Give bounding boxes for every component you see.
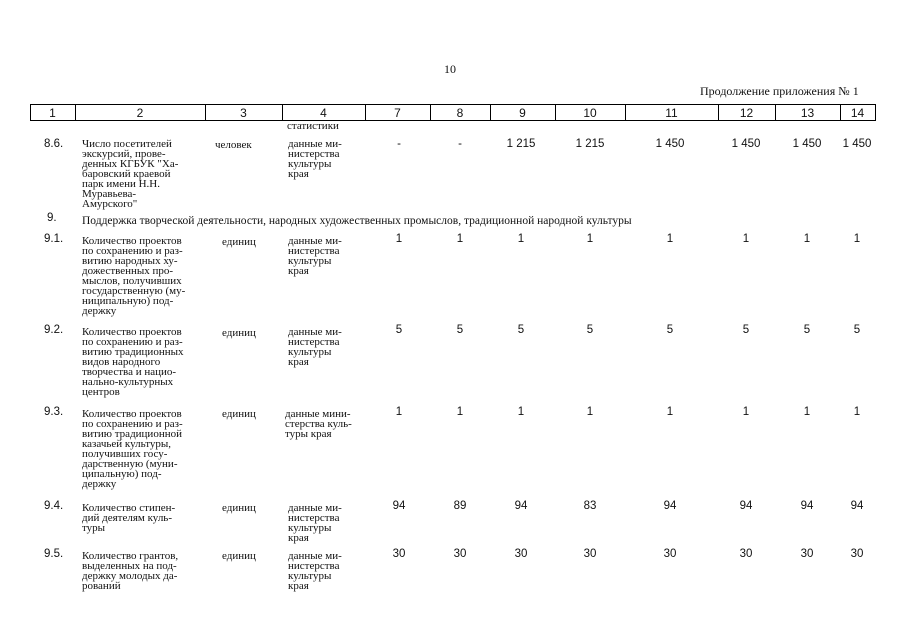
value-col-14: 1 [853,406,861,418]
header-col-13: 13 [800,106,815,120]
row-indicator-name: Количество проектов по сохранению и раз- витию традиционной казачьей культуры, получивших госу- дарственную (муни- ципальную) под- держку [82,408,183,490]
value-col-12: 94 [739,500,753,512]
header-col-10: 10 [583,106,597,120]
value-col-10: 1 215 [575,138,605,150]
value-col-13: 1 [803,233,811,245]
value-col-9: 30 [514,548,528,560]
value-col-13: 1 450 [792,138,822,150]
value-col-14: 1 [853,233,861,245]
value-col-13: 94 [800,500,814,512]
header-col-11: 11 [665,106,678,120]
row-indicator-name: Число посетителей экскурсий, прове- денных КГБУК "Ха- баровский краевой парк имени Н.Н. Муравьева- Амурского" [82,138,179,210]
row-unit: единиц [222,550,256,562]
value-col-14: 94 [850,500,864,512]
value-col-8: 30 [453,548,467,560]
value-col-9: 5 [517,324,525,336]
row-number: 9.4. [44,500,64,512]
row-number: 9.3. [44,406,64,418]
row-source: данные ми- нистерства культуры края [288,235,342,277]
value-col-7: 1 [395,406,403,418]
value-col-8: 1 [456,233,464,245]
row-source: данные ми- нистерства культуры края [288,138,342,180]
header-col-7: 7 [394,106,401,120]
row-unit: единиц [222,236,256,248]
header-col-3: 3 [240,106,247,120]
section-number: 9. [47,212,57,224]
value-col-12: 1 [742,406,750,418]
header-col-8: 8 [456,106,464,120]
value-col-8: - [458,138,462,150]
value-col-12: 1 [742,233,750,245]
row-source: данные ми- нистерства культуры края [288,326,342,368]
value-col-8: 89 [453,500,467,512]
header-col-2: 2 [136,106,144,120]
value-col-7: 5 [395,324,403,336]
row-number: 9.5. [44,548,64,560]
value-col-7: - [397,138,401,150]
row-unit: единиц [222,502,256,514]
value-col-11: 1 [666,406,674,418]
header-col-9: 9 [519,106,526,120]
row-indicator-name: Количество проектов по сохранению и раз- витию народных ху- дожественных про- мыслов, получивших государственную (му- ниципальную) под- держку [82,235,186,317]
value-col-9: 1 [517,406,525,418]
value-col-10: 30 [583,548,597,560]
value-col-8: 1 [456,406,464,418]
value-col-9: 1 [517,233,525,245]
header-col-4: 4 [320,106,327,120]
value-col-7: 1 [395,233,403,245]
value-col-10: 5 [586,324,594,336]
header-col-14: 14 [850,106,865,120]
value-col-12: 1 450 [731,138,761,150]
value-col-11: 94 [663,500,677,512]
value-col-11: 30 [663,548,677,560]
row-unit: человек [215,139,252,151]
value-col-11: 1 450 [655,138,685,150]
value-col-14: 5 [853,324,861,336]
continuation-caption: Продолжение приложения № 1 [700,84,859,98]
value-col-11: 5 [666,324,674,336]
carryover-text: статистики [287,120,339,132]
row-number: 8.6. [44,138,64,150]
row-source: данные мини- стерства куль- туры края [285,408,352,440]
value-col-12: 30 [739,548,753,560]
value-col-10: 1 [586,406,594,418]
row-number: 9.1. [44,233,64,245]
value-col-13: 1 [803,406,811,418]
value-col-12: 5 [742,324,750,336]
value-col-7: 30 [392,548,406,560]
row-source: данные ми- нистерства культуры края [288,502,342,544]
row-source: данные ми- нистерства культуры края [288,550,342,592]
value-col-10: 1 [586,233,594,245]
value-col-13: 5 [803,324,811,336]
row-indicator-name: Количество грантов, выделенных на под- держку молодых да- рований [82,550,179,592]
header-col-12: 12 [739,106,754,120]
value-col-14: 30 [850,548,864,560]
value-col-10: 83 [583,500,597,512]
value-col-9: 94 [514,500,528,512]
value-col-9: 1 215 [506,138,536,150]
row-indicator-name: Количество проектов по сохранению и раз- витию традиционных видов народного творчества и нацио- нально-культурных центров [82,326,184,398]
value-col-8: 5 [456,324,464,336]
row-unit: единиц [222,408,256,420]
section-title: Поддержка творческой деятельности, народных художественных промыслов, традиционной народной культуры [82,215,632,227]
page-number: 10 [444,62,456,76]
header-col-1: 1 [49,106,56,120]
value-col-11: 1 [666,233,674,245]
row-indicator-name: Количество стипен- дий деятелям куль- туры [82,502,176,534]
value-col-7: 94 [392,500,406,512]
value-col-14: 1 450 [842,138,872,150]
row-unit: единиц [222,327,256,339]
value-col-13: 30 [800,548,814,560]
row-number: 9.2. [44,324,64,336]
